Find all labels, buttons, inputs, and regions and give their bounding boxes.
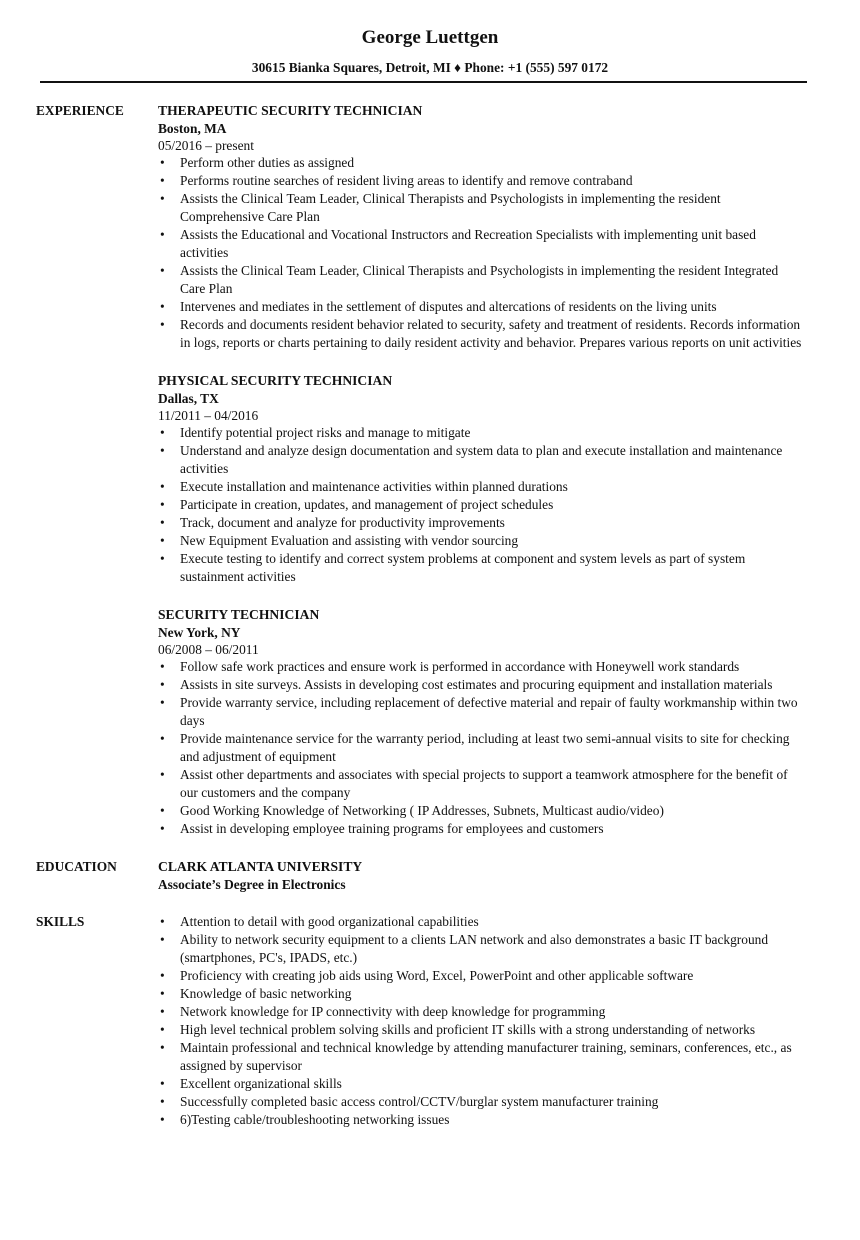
degree-name: Associate’s Degree in Electronics — [158, 877, 346, 892]
list-item — [158, 967, 806, 985]
list-item-text: Proficiency with creating job aids using Word, Excel, PowerPoint and other applicable software — [180, 968, 694, 983]
list-item-text: Identify potential project risks and manage to mitigate — [180, 425, 471, 440]
list-item — [158, 550, 806, 586]
list-item-text: 6)Testing cable/troubleshooting networking issues — [180, 1112, 450, 1127]
bullet-icon: • — [160, 515, 165, 530]
list-item — [158, 913, 806, 931]
list-item — [158, 226, 806, 262]
list-item-text: Records and documents resident behavior related to security, safety and treatment of residents. Records information in logs, reports or charts pertaining to daily resident activity and behavior. Prepares various reports on unit activities — [180, 317, 802, 350]
list-item — [158, 496, 806, 514]
bullet-icon: • — [160, 932, 165, 947]
list-item — [158, 802, 806, 820]
bullet-icon: • — [160, 914, 165, 929]
list-item — [158, 1021, 806, 1039]
job-title: THERAPEUTIC SECURITY TECHNICIAN — [158, 103, 423, 118]
job-duties — [158, 424, 806, 586]
bullet-icon: • — [160, 425, 165, 440]
list-item — [158, 1039, 806, 1075]
list-item — [158, 262, 806, 298]
list-item-text: Provide maintenance service for the warranty period, including at least two semi-annual visits to site for checking and adjustment of equipment — [180, 731, 790, 764]
list-item-text: New Equipment Evaluation and assisting with vendor sourcing — [180, 533, 519, 548]
list-item-text: Execute installation and maintenance activities within planned durations — [180, 479, 568, 494]
bullet-icon: • — [160, 677, 165, 692]
list-item — [158, 676, 806, 694]
list-item — [158, 532, 806, 550]
list-item-text: Assist other departments and associates with special projects to support a teamwork atmosphere for the benefit of our customers and the company — [180, 767, 788, 800]
bullet-icon: • — [160, 1022, 165, 1037]
list-item-text: Understand and analyze design documentation and system data to plan and execute installation and maintenance activities — [180, 443, 783, 476]
experience-heading: EXPERIENCE — [36, 103, 124, 118]
header-divider — [40, 81, 807, 83]
list-item-text: Successfully completed basic access control/CCTV/burglar system manufacturer training — [180, 1094, 659, 1109]
list-item — [158, 1093, 806, 1111]
list-item — [158, 1003, 806, 1021]
list-item-text: Track, document and analyze for productivity improvements — [180, 515, 505, 530]
list-item — [158, 1075, 806, 1093]
bullet-icon: • — [160, 1076, 165, 1091]
list-item — [158, 172, 806, 190]
education-body — [158, 858, 806, 893]
job-location: Dallas, TX — [158, 391, 219, 406]
bullet-icon: • — [160, 968, 165, 983]
bullet-icon: • — [160, 533, 165, 548]
job-dates: 05/2016 – present — [158, 138, 254, 153]
list-item-text: Perform other duties as assigned — [180, 155, 355, 170]
job-entry — [158, 102, 806, 352]
list-item-text: Assists the Clinical Team Leader, Clinical Therapists and Psychologists in implementing the resident Integrated Care Plan — [180, 263, 779, 296]
bullet-icon: • — [160, 551, 165, 566]
list-item — [158, 694, 806, 730]
bullet-icon: • — [160, 767, 165, 782]
list-item-text: Knowledge of basic networking — [180, 986, 352, 1001]
list-item — [158, 931, 806, 967]
list-item-text: Ability to network security equipment to a clients LAN network and also demonstrates a basic IT background (smartphones, PC's, IPADS, etc.) — [180, 932, 769, 965]
skills-section — [36, 913, 806, 1129]
list-item-text: Attention to detail with good organizational capabilities — [180, 914, 479, 929]
list-item-text: Network knowledge for IP connectivity with deep knowledge for programming — [180, 1004, 606, 1019]
bullet-icon: • — [160, 263, 165, 278]
list-item-text: Good Working Knowledge of Networking ( IP Addresses, Subnets, Multicast audio/video) — [180, 803, 664, 818]
bullet-icon: • — [160, 731, 165, 746]
bullet-icon: • — [160, 803, 165, 818]
bullet-icon: • — [160, 1040, 165, 1055]
list-item-text: Intervenes and mediates in the settlement of disputes and altercations of residents on the living units — [180, 299, 717, 314]
bullet-icon: • — [160, 986, 165, 1001]
bullet-icon: • — [160, 227, 165, 242]
job-duties — [158, 658, 806, 838]
list-item-text: Follow safe work practices and ensure work is performed in accordance with Honeywell work standards — [180, 659, 740, 674]
job-dates: 11/2011 – 04/2016 — [158, 408, 259, 423]
contact-line: 30615 Bianka Squares, Detroit, MI ♦ Phone: +1 (555) 597 0172 — [251, 60, 609, 75]
list-item-text: Performs routine searches of resident living areas to identify and remove contraband — [180, 173, 633, 188]
list-item-text: Provide warranty service, including replacement of defective material and repair of faulty workmanship within two days — [180, 695, 798, 728]
bullet-icon: • — [160, 659, 165, 674]
bullet-icon: • — [160, 695, 165, 710]
list-item-text: Execute testing to identify and correct system problems at component and system levels as part of system sustainment activities — [180, 551, 746, 584]
education-section — [36, 858, 806, 893]
job-location: New York, NY — [158, 625, 241, 640]
bullet-icon: • — [160, 173, 165, 188]
bullet-icon: • — [160, 155, 165, 170]
job-duties — [158, 154, 806, 352]
experience-list — [158, 102, 806, 838]
bullet-icon: • — [160, 479, 165, 494]
bullet-icon: • — [160, 299, 165, 314]
job-title: SECURITY TECHNICIAN — [158, 607, 320, 622]
list-item — [158, 514, 806, 532]
job-entry — [158, 372, 806, 586]
list-item — [158, 730, 806, 766]
list-item-text: Participate in creation, updates, and management of project schedules — [180, 497, 554, 512]
list-item — [158, 658, 806, 676]
candidate-name: George Luettgen — [361, 27, 499, 48]
skills-body — [158, 913, 806, 1129]
list-item — [158, 985, 806, 1003]
job-dates: 06/2008 – 06/2011 — [158, 642, 259, 657]
list-item — [158, 478, 806, 496]
list-item — [158, 154, 806, 172]
list-item-text: Assists the Educational and Vocational Instructors and Recreation Specialists with implementing unit based activities — [180, 227, 756, 260]
bullet-icon: • — [160, 1004, 165, 1019]
education-heading: EDUCATION — [36, 859, 117, 874]
list-item — [158, 424, 806, 442]
list-item — [158, 442, 806, 478]
bullet-icon: • — [160, 191, 165, 206]
list-item — [158, 1111, 806, 1129]
list-item — [158, 298, 806, 316]
bullet-icon: • — [160, 1112, 165, 1127]
list-item — [158, 316, 806, 352]
bullet-icon: • — [160, 497, 165, 512]
list-item — [158, 190, 806, 226]
list-item-text: High level technical problem solving skills and proficient IT skills with a strong understanding of networks — [180, 1022, 756, 1037]
experience-section — [36, 102, 806, 838]
bullet-icon: • — [160, 821, 165, 836]
list-item-text: Assist in developing employee training programs for employees and customers — [180, 821, 604, 836]
list-item-text: Maintain professional and technical knowledge by attending manufacturer training, seminars, conferences, etc., as assigned by supervisor — [180, 1040, 792, 1073]
bullet-icon: • — [160, 317, 165, 332]
skills-heading: SKILLS — [36, 914, 85, 929]
school-name: CLARK ATLANTA UNIVERSITY — [158, 859, 363, 874]
job-title: PHYSICAL SECURITY TECHNICIAN — [158, 373, 393, 388]
list-item-text: Assists the Clinical Team Leader, Clinical Therapists and Psychologists in implementing the resident Comprehensive Care Plan — [180, 191, 721, 224]
skills-list — [158, 913, 806, 1129]
list-item — [158, 820, 806, 838]
list-item-text: Assists in site surveys. Assists in developing cost estimates and procuring equipment and installation materials — [180, 677, 773, 692]
resume-header — [54, 26, 806, 76]
job-entry — [158, 606, 806, 838]
bullet-icon: • — [160, 1094, 165, 1109]
list-item — [158, 766, 806, 802]
bullet-icon: • — [160, 443, 165, 458]
job-location: Boston, MA — [158, 121, 227, 136]
list-item-text: Excellent organizational skills — [180, 1076, 342, 1091]
